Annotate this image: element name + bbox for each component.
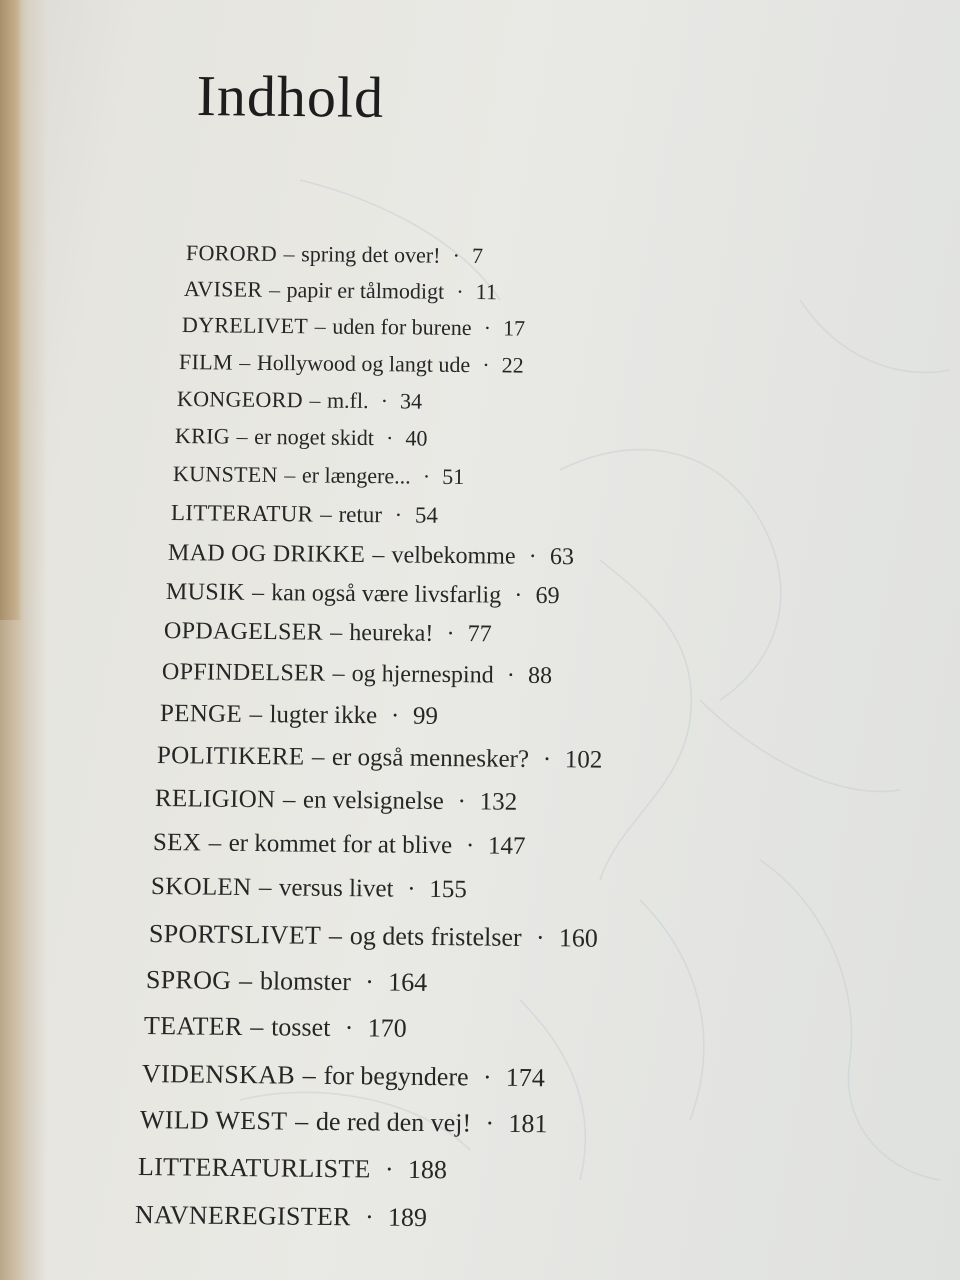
toc-entry xyxy=(151,873,467,904)
toc-separator-dot: · xyxy=(535,923,545,953)
toc-topic: SKOLEN xyxy=(150,873,252,902)
toc-page-number: 170 xyxy=(367,1013,407,1043)
toc-separator-dot: · xyxy=(446,620,455,648)
toc-page-number: 181 xyxy=(508,1108,548,1139)
toc-dash: – xyxy=(283,241,295,267)
toc-dash: – xyxy=(295,1106,309,1136)
toc-entry xyxy=(153,829,526,861)
toc-topic: VIDENSKAB xyxy=(141,1059,296,1090)
toc-dash: – xyxy=(250,1012,264,1042)
toc-page-number: 34 xyxy=(399,388,423,414)
toc-dash: – xyxy=(208,829,222,857)
toc-topic: KONGEORD xyxy=(176,386,303,413)
toc-topic: RELIGION xyxy=(154,785,276,814)
toc-page-number: 164 xyxy=(388,967,428,997)
toc-topic: POLITIKERE xyxy=(156,742,305,771)
toc-dash: – xyxy=(320,501,332,527)
toc-page-number: 17 xyxy=(502,315,526,341)
toc-entry xyxy=(157,742,603,775)
toc-subtitle: spring det over! xyxy=(301,241,441,268)
toc-page-number: 174 xyxy=(505,1062,546,1093)
toc-page-number: 155 xyxy=(429,875,467,904)
toc-topic: MAD OG DRIKKE xyxy=(167,540,366,569)
toc-subtitle: Hollywood og langt ude xyxy=(256,349,471,378)
toc-topic: AVISER xyxy=(183,276,263,302)
toc-dash: – xyxy=(238,965,253,996)
toc-topic: OPFINDELSER xyxy=(161,659,326,687)
toc-topic: TEATER xyxy=(143,1011,243,1042)
toc-dash: – xyxy=(332,660,345,687)
toc-separator-dot: · xyxy=(364,1202,374,1232)
toc-subtitle: er kommet for at blive xyxy=(228,829,453,860)
toc-topic: LITTERATURLISTE xyxy=(137,1152,371,1184)
toc-subtitle: en velsignelse xyxy=(302,786,445,816)
toc-dash: – xyxy=(268,276,281,303)
toc-separator-dot: · xyxy=(452,242,461,268)
toc-entry xyxy=(173,461,464,490)
toc-page-number: 99 xyxy=(412,702,439,730)
toc-separator-dot: · xyxy=(394,502,403,528)
toc-dash: – xyxy=(302,1060,316,1090)
toc-topic: DYRELIVET xyxy=(181,312,309,339)
page-title: Indhold xyxy=(196,62,385,130)
toc-entry xyxy=(138,1152,447,1185)
toc-subtitle: kan også være livsfarlig xyxy=(271,580,502,609)
toc-topic: SEX xyxy=(152,829,202,857)
toc-entry xyxy=(142,1059,545,1093)
toc-dash: – xyxy=(372,542,385,569)
toc-page-number: 11 xyxy=(475,279,498,305)
toc-subtitle: papir er tålmodigt xyxy=(286,277,445,304)
toc-subtitle: er længere... xyxy=(301,462,411,489)
toc-topic: SPORTSLIVET xyxy=(148,919,322,950)
toc-separator-dot: · xyxy=(422,463,431,489)
toc-topic: KUNSTEN xyxy=(172,461,278,488)
toc-separator-dot: · xyxy=(407,875,416,903)
toc-topic: OPDAGELSER xyxy=(163,618,324,646)
toc-entry xyxy=(144,1011,407,1044)
toc-page-number: 132 xyxy=(479,788,518,816)
toc-dash: – xyxy=(282,786,296,814)
toc-topic: LITTERATUR xyxy=(170,500,314,527)
toc-separator-dot: · xyxy=(482,352,490,378)
toc-entry xyxy=(177,386,422,415)
toc-page-number: 40 xyxy=(405,425,428,451)
toc-subtitle: m.fl. xyxy=(326,387,369,414)
toc-separator-dot: · xyxy=(506,662,515,689)
toc-topic: SPROG xyxy=(145,965,232,995)
toc-topic: FILM xyxy=(178,349,233,375)
toc-separator-dot: · xyxy=(380,388,389,414)
toc-entry xyxy=(179,349,524,379)
toc-separator-dot: · xyxy=(344,1013,354,1043)
toc-entry xyxy=(155,785,517,817)
toc-subtitle: de red den vej! xyxy=(315,1106,472,1138)
toc-subtitle: uden for burene xyxy=(332,313,472,341)
toc-separator-dot: · xyxy=(457,788,467,816)
toc-entry xyxy=(175,423,428,452)
toc-separator-dot: · xyxy=(482,1062,492,1092)
toc-page-number: 63 xyxy=(549,544,575,571)
toc-dash: – xyxy=(328,920,343,951)
toc-subtitle: blomster xyxy=(259,966,352,997)
toc-entry xyxy=(186,240,483,269)
toc-dash: – xyxy=(251,579,265,607)
toc-page-number: 7 xyxy=(471,242,484,269)
toc-page-number: 88 xyxy=(527,662,553,690)
toc-separator-dot: · xyxy=(384,1154,394,1184)
toc-separator-dot: · xyxy=(485,1108,495,1138)
toc-dash: – xyxy=(236,423,248,449)
toc-separator-dot: · xyxy=(390,702,400,730)
toc-subtitle: lugter ikke xyxy=(269,701,378,730)
toc-page-number: 160 xyxy=(558,923,599,953)
toc-subtitle: og dets fristelser xyxy=(349,921,522,952)
toc-page-number: 102 xyxy=(564,746,603,774)
toc-entry xyxy=(168,540,574,571)
toc-topic: MUSIK xyxy=(165,579,245,606)
toc-separator-dot: · xyxy=(465,832,475,860)
toc-dash: – xyxy=(309,387,321,413)
toc-entry xyxy=(162,659,552,690)
toc-dash: – xyxy=(311,743,325,771)
toc-topic: NAVNEREGISTER xyxy=(134,1200,351,1232)
toc-dash: – xyxy=(258,874,272,902)
toc-subtitle: retur xyxy=(338,501,383,528)
toc-topic: WILD WEST xyxy=(139,1105,288,1136)
toc-entry xyxy=(166,579,560,610)
toc-entry xyxy=(160,700,438,731)
toc-subtitle: for begyndere xyxy=(323,1060,469,1092)
toc-separator-dot: · xyxy=(528,543,537,570)
toc-entry xyxy=(140,1105,548,1139)
toc-dash: – xyxy=(314,313,326,339)
toc-entry xyxy=(184,276,497,305)
toc-subtitle: tosset xyxy=(271,1012,331,1042)
toc-page-number: 51 xyxy=(442,463,465,490)
toc-page-number: 69 xyxy=(535,582,560,610)
toc-subtitle: er noget skidt xyxy=(254,423,375,451)
toc-page-number: 77 xyxy=(467,621,492,648)
toc-topic: KRIG xyxy=(174,423,231,449)
toc-dash: – xyxy=(239,349,251,375)
toc-subtitle: velbekomme xyxy=(391,542,516,570)
toc-separator-dot: · xyxy=(385,425,394,451)
toc-page-number: 147 xyxy=(487,832,526,860)
toc-dash: – xyxy=(249,700,263,729)
toc-entry xyxy=(149,919,598,954)
toc-entry xyxy=(164,618,492,648)
toc-separator-dot: · xyxy=(542,746,552,774)
toc-page-number: 54 xyxy=(414,502,439,528)
toc-page-number: 188 xyxy=(407,1154,448,1185)
toc-separator-dot: · xyxy=(365,967,375,997)
toc-page-number: 189 xyxy=(387,1202,428,1233)
toc-page-number: 22 xyxy=(501,352,524,378)
toc-entry xyxy=(171,500,438,529)
toc-subtitle: er også mennesker? xyxy=(331,743,530,773)
toc-dash: – xyxy=(284,462,296,488)
toc-subtitle: og hjernespind xyxy=(351,660,494,689)
toc-topic: FORORD xyxy=(185,240,278,266)
toc-topic: PENGE xyxy=(159,700,243,728)
toc-separator-dot: · xyxy=(514,582,523,609)
toc-separator-dot: · xyxy=(456,278,464,304)
toc-entry xyxy=(135,1200,427,1233)
toc-subtitle: heureka! xyxy=(349,619,434,647)
toc-entry xyxy=(146,965,427,998)
toc-entry xyxy=(182,312,525,342)
toc-subtitle: versus livet xyxy=(278,874,394,903)
toc-dash: – xyxy=(330,619,343,646)
toc-separator-dot: · xyxy=(483,315,492,341)
